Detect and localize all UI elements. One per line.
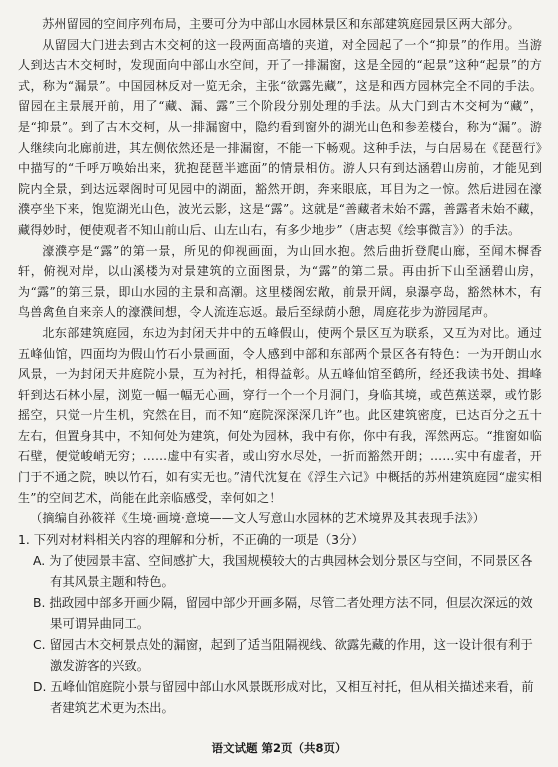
option-c: C. 留园古木交柯景点处的漏窗，起到了适当阻隔视线、欲露先藏的作用，这一设计很有利于激发游客的兴致。: [33, 636, 533, 673]
option-d: D. 五峰仙馆庭院小景与留园中部山水风景既形成对比，又相互衬托，但从相关描述来看，前者建筑艺术更为杰出。: [33, 678, 534, 715]
option-a: A. 为了使园景丰富、空间感扩大，我国规模较大的古典园林会划分景区与空间，不同景区各有其风景主题和特色。: [33, 552, 533, 589]
passage-paragraph-3: 濠濮亭是“露”的第一景，所见的仰视画面，为山回水抱。然后曲折登爬山廊，至闻木樨香轩，俯视对岸，以山溪楼为对景建筑的立面图景，为“露”的第二景。再由折下山至涵碧山房，为“露”的第三景，即山水园的主景和高潮。这里楼阁宏敞，前景开阔，泉瀑亭岛，豁然林木，有鸟兽禽鱼自来亲人的濠濮间想，令人流连忘返。最后至绿荫小憩，周庭花步为游园尾声。: [18, 243, 542, 320]
option-b: B. 拙政园中部多开画少隔，留园中部少开画多隔，尽管二者处理方法不同，但层次深远的效果可谓异曲同工。: [33, 594, 533, 631]
passage-paragraph-2: 从留园大门进去到古木交柯的这一段两面高墙的夹道，对全园起了一个“抑景”的作用。当游人到达古木交柯时，发现面向中部山水空间，开了一排漏窗，这是全园的“起景”这种“起景”的方式，称为“漏景”。中国园林反对一览无余，主张“欲露先藏”，这是和西方园林完全不同的手法。留园在主景展开前，用了“藏、漏、露”三个阶段分别处理的手法。从大门到古木交柯为“藏”，是“抑景”。到了古木交柯，从一排漏窗中，隐约看到窗外的湖光山色和参差楼台，称为“漏”。游人继续向北廊前进，其左侧依然还是一排漏窗，不能一下畅观。这种手法，与白居易在《琵琶行》中描写的“千呼万唤始出来，犹抱琵琶半遮面”的情景相仿。游人只有到达涵碧山房前，才能见到院内全景，到达远翠阁时可见园中的湖面，豁然开朗，奔来眼底，耳目为之一惊。然后进园在濠濮亭坐下来，饱览湖光山色，波光云影，这是“露”。这就是“善藏者未始不露，善露者未始不藏，藏得妙时，便使观者不知山前山后、山左山右，有多少地步”（唐志契《绘事微言》）的手法。: [18, 37, 542, 237]
passage-paragraph-1: 苏州留园的空间序列布局，主要可分为中部山水园林景区和东部建筑庭园景区两大部分。: [42, 17, 520, 31]
passage-paragraph-4: 北东部建筑庭园，东边为封闭天井中的五峰假山，使两个景区互为联系，又互为对比。通过五峰仙馆，四面均为假山竹石小景画面，令人感到中部和东部两个景区各有特色：一为开朗山水风景，一为封闭天井庭院小景，互为衬托，相得益彰。从五峰仙馆至鹤所，经还我读书处、揖峰轩到达石林小屋，浏览一幅一幅无心画，穿行一个一个月洞门，身临其境，或芭蕉送翠，或竹影摇空，只觉一片生机，究然在目，而不知“庭院深深深几许”也。此区建筑密度，已达百分之五十左右，但置身其中，不知何处为建筑，何处为园林，我中有你，你中有我，浑然两忘。“推窗如临石壁，便觉峻峭无穷；……虚中有实者，或山穷水尽处，一折而豁然开朗；……实中有虚者，开门于不通之院，映以竹石，如有实无也。”清代沈复在《浮生六记》中概括的苏州建筑庭园“虚实相生”的空间艺术，尚能在此亲临感受，幸何如之！: [18, 325, 542, 505]
page-footer: 语文试题 第2页（共8页）: [211, 741, 347, 755]
question-stem: 1. 下列对材料相关内容的理解和分析，不正确的一项是（3分）: [18, 531, 364, 547]
passage-source: （摘编自孙筱祥《生境·画境·意境——文人写意山水园林的艺术境界及其表现手法》）: [30, 511, 486, 526]
